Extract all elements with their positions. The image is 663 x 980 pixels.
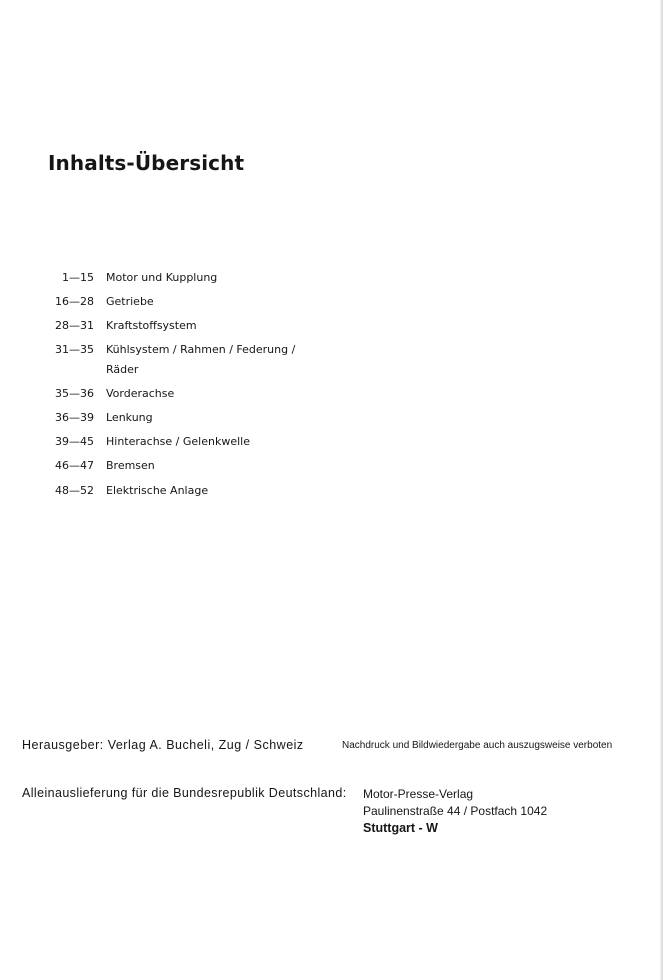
page-title: Inhalts-Übersicht (48, 151, 245, 175)
toc-topic: Elektrische Anlage (106, 484, 209, 497)
toc-page-range: 16—28 (55, 295, 94, 308)
toc-page-range: 28—31 (55, 319, 94, 332)
toc-page-range: 46—47 (55, 459, 94, 472)
toc-topic: Kühlsystem / Rahmen / Federung / Räder (106, 343, 296, 376)
toc-page-range: 39—45 (55, 435, 94, 448)
distributor-city: Stuttgart - W (363, 821, 438, 835)
toc-page-range: 36—39 (55, 411, 94, 424)
distributor-address (363, 786, 547, 837)
distributor-street: Paulinenstraße 44 / Postfach 1042 (363, 804, 548, 818)
publisher-line: Herausgeber: Verlag A. Bucheli, Zug / Schweiz (22, 738, 304, 752)
toc-topic: Lenkung (106, 411, 153, 424)
toc-topic: Vorderachse (106, 387, 175, 400)
toc-page-range: 31—35 (55, 343, 94, 356)
toc-topic: Bremsen (106, 459, 155, 472)
toc-page-range: 48—52 (55, 484, 94, 497)
toc-topic: Hinterachse / Gelenkwelle (106, 435, 250, 448)
distribution-label: Alleinauslieferung für die Bundesrepublik Deutschland: (22, 786, 347, 800)
toc-page-range: 1—15 (62, 271, 94, 284)
reprint-notice: Nachdruck und Bildwiedergabe auch auszugsweise verboten (342, 740, 613, 751)
toc-topic: Kraftstoffsystem (106, 319, 197, 332)
toc-topic: Motor und Kupplung (106, 271, 218, 284)
distributor-company: Motor-Presse-Verlag (363, 787, 474, 801)
toc-page-range: 35—36 (55, 387, 94, 400)
toc-topic: Getriebe (106, 295, 154, 308)
